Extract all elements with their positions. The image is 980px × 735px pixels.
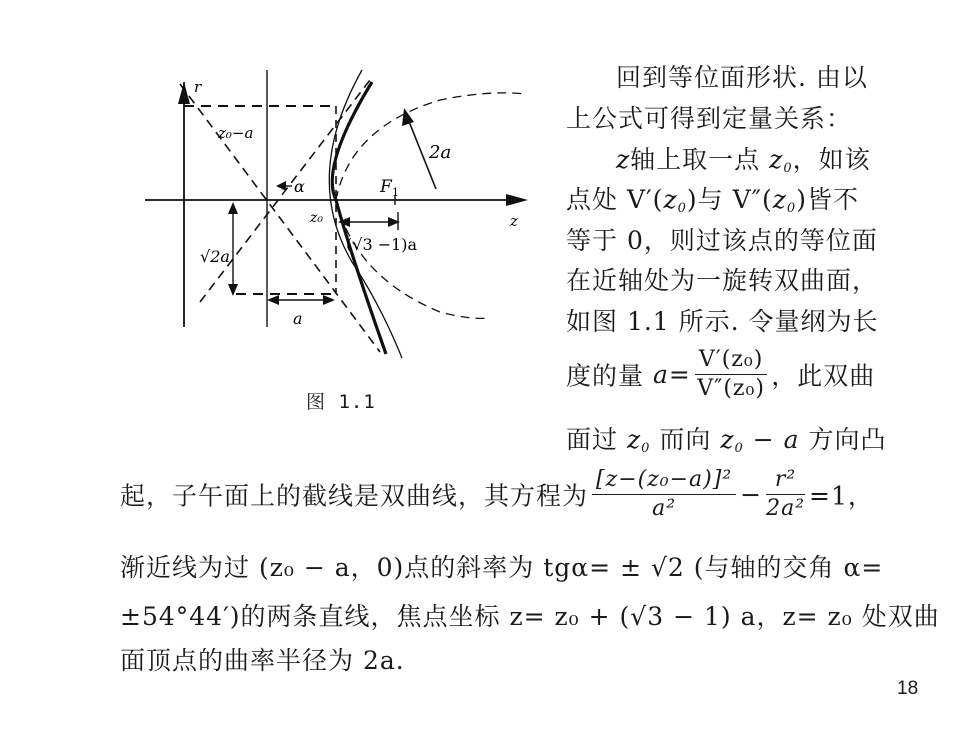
text-l9-z0-minus-a: $z_0 - a$ (720, 425, 800, 456)
fraction-a (695, 346, 767, 403)
label-2a: 2a (429, 142, 452, 163)
text-l3b: 轴上取一点 (630, 145, 761, 174)
text-l4b: z (663, 185, 678, 214)
text-l4a: 点处 V′( (566, 185, 664, 214)
label-F1-sub: 1 (392, 186, 399, 199)
label-sqrt3-minus-1-a: (√3 −1)a (346, 235, 418, 254)
text-line-2: 上公式可得到定量关系： (566, 104, 853, 133)
fraction-hyperbola-2 (766, 466, 805, 523)
label-sqrt2a: √2a (200, 247, 230, 266)
fraction-h1-den: a² (652, 496, 677, 521)
text-line-4: 点处 $V'(z_0)$与 $V''(z_0)$皆不 (566, 185, 859, 216)
text-l10-end: =1， (809, 481, 874, 511)
text-l8-var: a (652, 360, 669, 389)
text-line-12: ±54°44′)的两条直线，焦点坐标 z= z₀ + (√3 − 1) a，z= z₀ 处双曲 (120, 602, 940, 631)
label-a: a (293, 309, 303, 328)
text-l4e: )皆不 (796, 185, 859, 214)
label-z0: z₀ (310, 210, 323, 226)
text-l9-z0: $z_0$ (626, 425, 651, 456)
text-line-8 (566, 346, 875, 403)
text-line-11: 渐近线为过 (z₀ − a，0)点的斜率为 tgα= ± √2 (与轴的交角 α= (120, 553, 884, 582)
text-l10a: 起，子午面上的截线是双曲线，其方程为 (120, 481, 589, 511)
fraction-a-num: V′(z₀) (695, 346, 767, 375)
text-l9c: 方向凸 (808, 425, 887, 454)
text-l4c: )与 V″( (686, 185, 773, 214)
figure-hyperboloid (140, 62, 530, 362)
figure-caption: 图 1.1 (306, 391, 376, 413)
r-axis-arrow (178, 82, 190, 104)
text-l3d: ，如该 (792, 145, 871, 174)
var-z0-main: z (769, 145, 784, 174)
text-line-1: 回到等位面形状. 由以 (616, 63, 868, 92)
fraction-a-den: V″(z₀) (697, 376, 765, 401)
text-l10-minus: − (740, 480, 763, 509)
label-r: r (194, 78, 202, 96)
z-axis-arrow (506, 194, 528, 206)
fraction-hyperbola-1 (592, 466, 736, 523)
text-line-10 (120, 466, 874, 523)
fraction-h2-num: r² (766, 466, 805, 495)
fraction-h2-den: 2a² (766, 496, 806, 521)
page-number: 18 (897, 678, 919, 699)
text-line-13: 面顶点的曲率半径为 2a. (120, 646, 405, 675)
fraction-h1-num: [z−(z₀−a)]² (592, 466, 736, 495)
text-l8a: 度的量 (566, 361, 645, 391)
text-line-5: 等于 0，则过该点的等位面 (566, 226, 878, 255)
text-line-3 (616, 140, 871, 176)
label-z0-minus-a: z₀−a (218, 124, 254, 142)
text-l9b: 而向 (659, 425, 712, 454)
var-z: z (616, 145, 631, 174)
text-l9a: 面过 (566, 425, 619, 454)
text-line-6: 在近轴处为一旋转双曲面， (566, 266, 879, 295)
var-z0: $z_0$ (769, 145, 793, 176)
text-l8b: ，此双曲 (771, 361, 876, 391)
text-l8-eq: = (668, 360, 691, 389)
text-l4d: z (772, 185, 787, 214)
label-alpha: α (294, 177, 305, 196)
text-line-7: 如图 1.1 所示. 令量纲为长 (566, 307, 879, 336)
label-z: z (510, 212, 518, 230)
text-line-9 (566, 420, 887, 456)
label-F1: F (380, 177, 392, 197)
